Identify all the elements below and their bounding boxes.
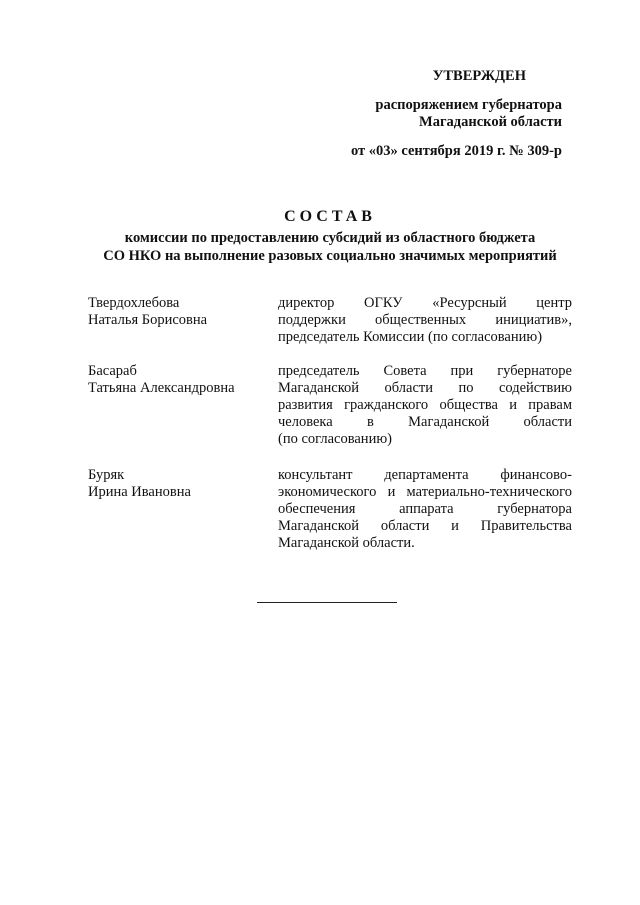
member-list	[88, 295, 572, 570]
member-surname: Басараб	[88, 363, 137, 379]
member-given-names: Ирина Ивановна	[88, 484, 191, 500]
member-name	[88, 295, 278, 346]
approval-title: УТВЕРЖДЕН	[432, 68, 526, 84]
member-name	[88, 467, 278, 552]
member-role-line: обеспечения аппарата губернатора	[278, 501, 572, 517]
member-role-line: человека в Магаданской области	[278, 414, 572, 430]
member-role-line: председатель Совета при губернаторе	[278, 363, 572, 379]
member-role	[278, 295, 572, 346]
member-role-line: директор ОГКУ «Ресурсный центр	[278, 295, 572, 311]
member-surname: Буряк	[88, 467, 125, 483]
member-row	[88, 295, 572, 346]
member-name	[88, 363, 278, 448]
member-row	[88, 467, 572, 552]
member-row	[88, 363, 572, 448]
member-role	[278, 467, 572, 552]
document-subtitle-line-2: СО НКО на выполнение разовых социально значимых мероприятий	[103, 248, 557, 264]
approval-date-line: от «03» сентября 2019 г. № 309-р	[350, 143, 562, 159]
member-role	[278, 363, 572, 448]
member-role-line: Магаданской области.	[278, 535, 415, 551]
end-separator-line	[257, 602, 397, 603]
member-role-line: развития гражданского общества и правам	[278, 397, 572, 413]
document-subtitle-line-1: комиссии по предоставлению субсидий из областного бюджета	[124, 230, 536, 246]
member-given-names: Наталья Борисовна	[88, 312, 208, 328]
document-title: СОСТАВ	[284, 208, 376, 225]
member-role-line: Магаданской области по содействию	[278, 380, 572, 396]
member-given-names: Татьяна Александровна	[88, 380, 235, 396]
member-role-line: поддержки общественных инициатив»,	[278, 312, 572, 328]
approval-line-2: Магаданской области	[419, 114, 562, 130]
member-surname: Твердохлебова	[88, 295, 180, 311]
document-heading	[70, 208, 590, 265]
member-role-line: экономического и материально-технического	[278, 484, 572, 500]
approval-line-1: распоряжением губернатора	[375, 97, 562, 113]
member-role-line: консультант департамента финансово-	[278, 467, 572, 483]
member-role-line: (по согласованию)	[278, 431, 392, 447]
approval-stamp	[302, 68, 562, 160]
member-role-line: Магаданской области и Правительства	[278, 518, 572, 534]
member-role-line: председатель Комиссии (по согласованию)	[278, 329, 543, 345]
